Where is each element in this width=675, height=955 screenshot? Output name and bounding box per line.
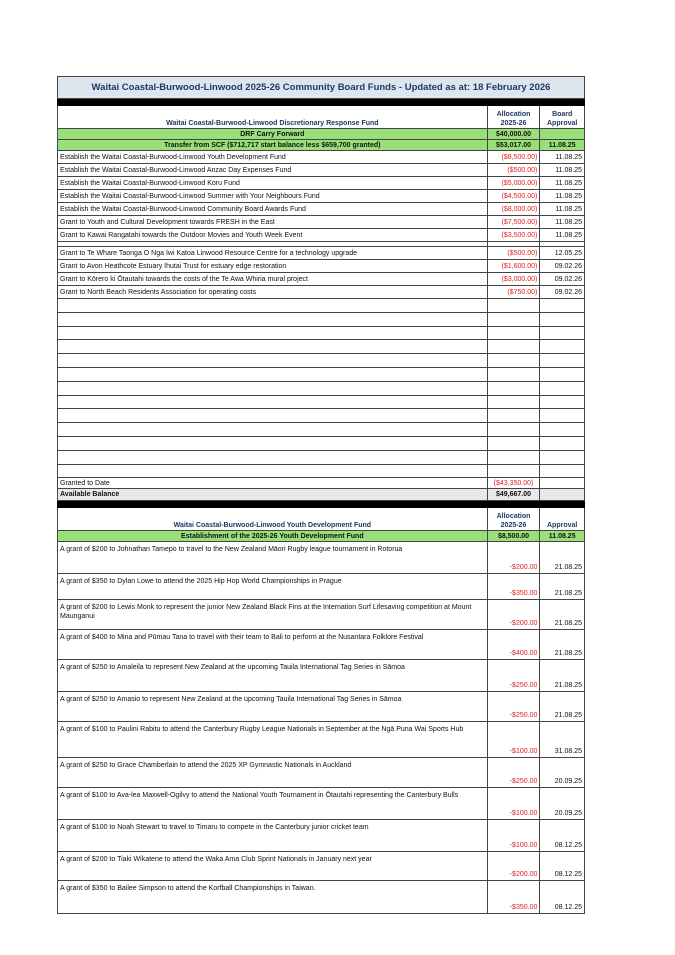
empty-cell xyxy=(58,436,488,450)
drf-carry-forward-row xyxy=(58,129,585,140)
empty-cell xyxy=(540,436,585,450)
empty-cell xyxy=(540,489,585,501)
drf-grant-row xyxy=(58,273,585,286)
empty-cell xyxy=(540,409,585,423)
establishment-date: 11.08.25 xyxy=(540,531,585,542)
drf-grant-row xyxy=(58,286,585,299)
drf-grant-row xyxy=(58,216,585,229)
empty-cell xyxy=(58,312,488,326)
grant-description: A grant of $100 to Ava-lea Maxwell-Ogilvy to attend the National Youth Tournament in Ōtautahi representing the Canterbury Bulls xyxy=(58,788,488,820)
empty-row xyxy=(58,312,585,326)
grant-approval-date: 09.02.26 xyxy=(540,273,585,286)
empty-cell xyxy=(540,450,585,464)
funds-table xyxy=(57,76,585,914)
empty-cell xyxy=(58,423,488,437)
empty-cell xyxy=(58,367,488,381)
separator-bar xyxy=(58,501,585,508)
empty-row xyxy=(58,367,585,381)
drf-grant-row xyxy=(58,177,585,190)
carry-forward-date xyxy=(540,129,585,140)
empty-cell xyxy=(487,395,540,409)
grant-approval-date: 11.08.25 xyxy=(540,177,585,190)
empty-row xyxy=(58,436,585,450)
grant-approval-date: 21.08.25 xyxy=(540,660,585,692)
available-balance-label: Available Balance xyxy=(58,489,488,501)
drf-transfer-row xyxy=(58,140,585,151)
grant-approval-date: 11.08.25 xyxy=(540,229,585,242)
carry-forward-label: DRF Carry Forward xyxy=(58,129,488,140)
grant-approval-date: 11.08.25 xyxy=(540,151,585,164)
empty-cell xyxy=(540,312,585,326)
grant-amount: -$100.00 xyxy=(487,788,540,820)
grant-amount: ($750.00) xyxy=(487,286,540,299)
available-balance-row xyxy=(58,489,585,501)
empty-row xyxy=(58,409,585,423)
transfer-amount: $53,017.00 xyxy=(487,140,540,151)
grant-amount: -$100.00 xyxy=(487,722,540,758)
grant-approval-date: 21.08.25 xyxy=(540,630,585,660)
grant-description: A grant of $200 to Lewis Monk to represent the junior New Zealand Black Fins at the Internation Surf Lifesaving competition at Mount Maunganui xyxy=(58,600,488,630)
transfer-date: 11.08.25 xyxy=(540,140,585,151)
drf-col-allocation: Allocation 2025-26 xyxy=(487,106,540,129)
grant-amount: ($1,600.00) xyxy=(487,260,540,273)
grant-amount: ($5,000.00) xyxy=(487,177,540,190)
empty-row xyxy=(58,340,585,354)
ydf-grant-row xyxy=(58,600,585,630)
grant-approval-date: 21.08.25 xyxy=(540,692,585,722)
empty-row xyxy=(58,450,585,464)
grant-amount: -$200.00 xyxy=(487,542,540,574)
funds-sheet xyxy=(57,76,585,914)
ydf-grant-row xyxy=(58,630,585,660)
empty-cell xyxy=(540,299,585,313)
empty-row xyxy=(58,464,585,478)
separator-bar xyxy=(58,99,585,106)
empty-cell xyxy=(540,367,585,381)
grant-description: A grant of $250 to Amaleila to represent New Zealand at the upcoming Tauila International Tag Series in Sāmoa xyxy=(58,660,488,692)
ydf-grant-row xyxy=(58,881,585,914)
ydf-header-row xyxy=(58,508,585,531)
empty-cell xyxy=(540,395,585,409)
grant-amount: ($3,000.00) xyxy=(487,273,540,286)
drf-grant-row xyxy=(58,229,585,242)
empty-cell xyxy=(58,354,488,368)
empty-cell xyxy=(58,409,488,423)
grant-amount: -$350.00 xyxy=(487,574,540,600)
empty-cell xyxy=(58,299,488,313)
grant-amount: -$250.00 xyxy=(487,758,540,788)
grant-description: Grant to North Beach Residents Association for operating costs xyxy=(58,286,488,299)
ydf-grant-row xyxy=(58,542,585,574)
grant-amount: -$250.00 xyxy=(487,692,540,722)
empty-cell xyxy=(58,340,488,354)
empty-cell xyxy=(487,340,540,354)
grant-amount: -$200.00 xyxy=(487,600,540,630)
grant-approval-date: 20.09.25 xyxy=(540,758,585,788)
grant-description: A grant of $200 to Johnathan Tamepo to travel to the New Zealand Māori Rugby league tournament in Rotorua xyxy=(58,542,488,574)
empty-row xyxy=(58,299,585,313)
empty-cell xyxy=(540,354,585,368)
grant-description: Establish the Waitai Coastal-Burwood-Linwood Anzac Day Expenses Fund xyxy=(58,164,488,177)
grant-amount: ($4,500.00) xyxy=(487,190,540,203)
grant-approval-date: 11.08.25 xyxy=(540,164,585,177)
grant-amount: ($7,500.00) xyxy=(487,216,540,229)
granted-to-date-label: Granted to Date xyxy=(58,478,488,489)
empty-cell xyxy=(487,326,540,340)
granted-to-date-row xyxy=(58,478,585,489)
empty-cell xyxy=(540,326,585,340)
empty-cell xyxy=(58,381,488,395)
empty-cell xyxy=(487,299,540,313)
grant-description: Grant to Youth and Cultural Development towards FRESH in the East xyxy=(58,216,488,229)
grant-approval-date: 09.02.26 xyxy=(540,286,585,299)
grant-amount: -$250.00 xyxy=(487,660,540,692)
grant-description: A grant of $400 to Mina and Pūmau Tana to travel with their team to Bali to perform at the Nusantara Folklore Festival xyxy=(58,630,488,660)
ydf-col-allocation: Allocation 2025-26 xyxy=(487,508,540,531)
grant-approval-date: 08.12.25 xyxy=(540,881,585,914)
grant-approval-date: 21.08.25 xyxy=(540,600,585,630)
grant-amount: -$400.00 xyxy=(487,630,540,660)
ydf-grant-row xyxy=(58,722,585,758)
empty-row xyxy=(58,354,585,368)
empty-cell xyxy=(540,423,585,437)
granted-to-date-amount: ($43,350.00) xyxy=(487,478,540,489)
grant-description: A grant of $100 to Noah Stewart to travel to Timaru to compete in the Canterbury junior cricket team xyxy=(58,820,488,852)
title-row xyxy=(58,77,585,99)
page-title: Waitai Coastal-Burwood-Linwood 2025-26 Community Board Funds - Updated as at: 18 February 2026 xyxy=(58,77,585,99)
ydf-grant-row xyxy=(58,820,585,852)
empty-cell xyxy=(487,354,540,368)
empty-cell xyxy=(540,478,585,489)
grant-approval-date: 12.05.25 xyxy=(540,247,585,260)
empty-cell xyxy=(58,464,488,478)
ydf-heading: Waitai Coastal-Burwood-Linwood Youth Development Fund xyxy=(58,508,488,531)
grant-approval-date: 21.08.25 xyxy=(540,542,585,574)
grant-amount: ($8,000.00) xyxy=(487,203,540,216)
establishment-label: Establishment of the 2025-26 Youth Development Fund xyxy=(58,531,488,542)
empty-cell xyxy=(487,381,540,395)
grant-approval-date: 09.02.26 xyxy=(540,260,585,273)
ydf-grant-row xyxy=(58,788,585,820)
empty-row xyxy=(58,381,585,395)
grant-approval-date: 11.08.25 xyxy=(540,203,585,216)
drf-grant-row xyxy=(58,260,585,273)
carry-forward-amount: $40,000.00 xyxy=(487,129,540,140)
grant-description: Establish the Waitai Coastal-Burwood-Linwood Youth Development Fund xyxy=(58,151,488,164)
grant-description: A grant of $250 to Grace Chamberlain to attend the 2025 XP Gymnastic Nationals in Auckland xyxy=(58,758,488,788)
ydf-col-approval: Approval xyxy=(540,508,585,531)
empty-cell xyxy=(540,381,585,395)
empty-cell xyxy=(540,340,585,354)
empty-cell xyxy=(487,367,540,381)
grant-approval-date: 31.08.25 xyxy=(540,722,585,758)
grant-description: Establish the Waitai Coastal-Burwood-Linwood Community Board Awards Fund xyxy=(58,203,488,216)
grant-approval-date: 11.08.25 xyxy=(540,190,585,203)
ydf-grant-row xyxy=(58,660,585,692)
grant-description: Grant to Te Whare Taonga O Nga Iwi Katoa Linwood Resource Centre for a technology upgrade xyxy=(58,247,488,260)
grant-amount: ($8,500.00) xyxy=(487,151,540,164)
grant-amount: -$100.00 xyxy=(487,820,540,852)
empty-cell xyxy=(487,409,540,423)
grant-description: A grant of $100 to Paulini Rabitu to attend the Canterbury Rugby League Nationals in September at the Ngā Puna Wai Sports Hub xyxy=(58,722,488,758)
grant-amount: ($500.00) xyxy=(487,164,540,177)
grant-description: Grant to Avon Heathcote Estuary Ihutai Trust for estuary edge restoration xyxy=(58,260,488,273)
empty-cell xyxy=(487,423,540,437)
grant-approval-date: 20.09.25 xyxy=(540,788,585,820)
empty-cell xyxy=(58,450,488,464)
drf-col-approval: Board Approval xyxy=(540,106,585,129)
grant-amount: ($3,500.00) xyxy=(487,229,540,242)
grant-amount: -$350.00 xyxy=(487,881,540,914)
ydf-grant-row xyxy=(58,758,585,788)
drf-header-row xyxy=(58,106,585,129)
ydf-grant-row xyxy=(58,692,585,722)
grant-approval-date: 21.08.25 xyxy=(540,574,585,600)
drf-grant-row xyxy=(58,151,585,164)
empty-cell xyxy=(540,464,585,478)
grant-description: Grant to Kawai Rangatahi towards the Outdoor Movies and Youth Week Event xyxy=(58,229,488,242)
empty-cell xyxy=(487,450,540,464)
grant-description: Grant to Kōrero ki Ōtautahi towards the costs of the Te Awa Whiria mural project xyxy=(58,273,488,286)
ydf-establishment-row xyxy=(58,531,585,542)
empty-row xyxy=(58,326,585,340)
grant-description: A grant of $350 to Bailee Simpson to attend the Korfball Championships in Taiwan. xyxy=(58,881,488,914)
transfer-label: Transfer from SCF ($712,717 start balance less $659,700 granted) xyxy=(58,140,488,151)
drf-grant-row xyxy=(58,203,585,216)
empty-cell xyxy=(58,326,488,340)
empty-cell xyxy=(487,312,540,326)
grant-description: Establish the Waitai Coastal-Burwood-Linwood Summer with Your Neighbours Fund xyxy=(58,190,488,203)
ydf-grant-row xyxy=(58,574,585,600)
separator-cell xyxy=(58,501,585,508)
establishment-amount: $8,500.00 xyxy=(487,531,540,542)
empty-row xyxy=(58,423,585,437)
drf-grant-row xyxy=(58,190,585,203)
drf-grant-row xyxy=(58,164,585,177)
empty-cell xyxy=(487,464,540,478)
empty-cell xyxy=(487,436,540,450)
ydf-grant-row xyxy=(58,852,585,881)
grant-approval-date: 08.12.25 xyxy=(540,852,585,881)
available-balance-amount: $49,667.00 xyxy=(487,489,540,501)
drf-grant-row xyxy=(58,247,585,260)
grant-approval-date: 08.12.25 xyxy=(540,820,585,852)
grant-description: A grant of $200 to Tiaki Wikatene to attend the Waka Ama Club Sprint Nationals in January next year xyxy=(58,852,488,881)
drf-heading: Waitai Coastal-Burwood-Linwood Discretionary Response Fund xyxy=(58,106,488,129)
grant-description: A grant of $250 to Amasio to represent New Zealand at the upcoming Tauila International Tag Series in Sāmoa xyxy=(58,692,488,722)
grant-amount: ($500.00) xyxy=(487,247,540,260)
grant-description: Establish the Waitai Coastal-Burwood-Linwood Koru Fund xyxy=(58,177,488,190)
grant-approval-date: 11.08.25 xyxy=(540,216,585,229)
empty-cell xyxy=(58,395,488,409)
grant-description: A grant of $350 to Dylan Lowe to attend the 2025 Hip Hop World Championships in Prague xyxy=(58,574,488,600)
empty-row xyxy=(58,395,585,409)
grant-amount: -$200.00 xyxy=(487,852,540,881)
